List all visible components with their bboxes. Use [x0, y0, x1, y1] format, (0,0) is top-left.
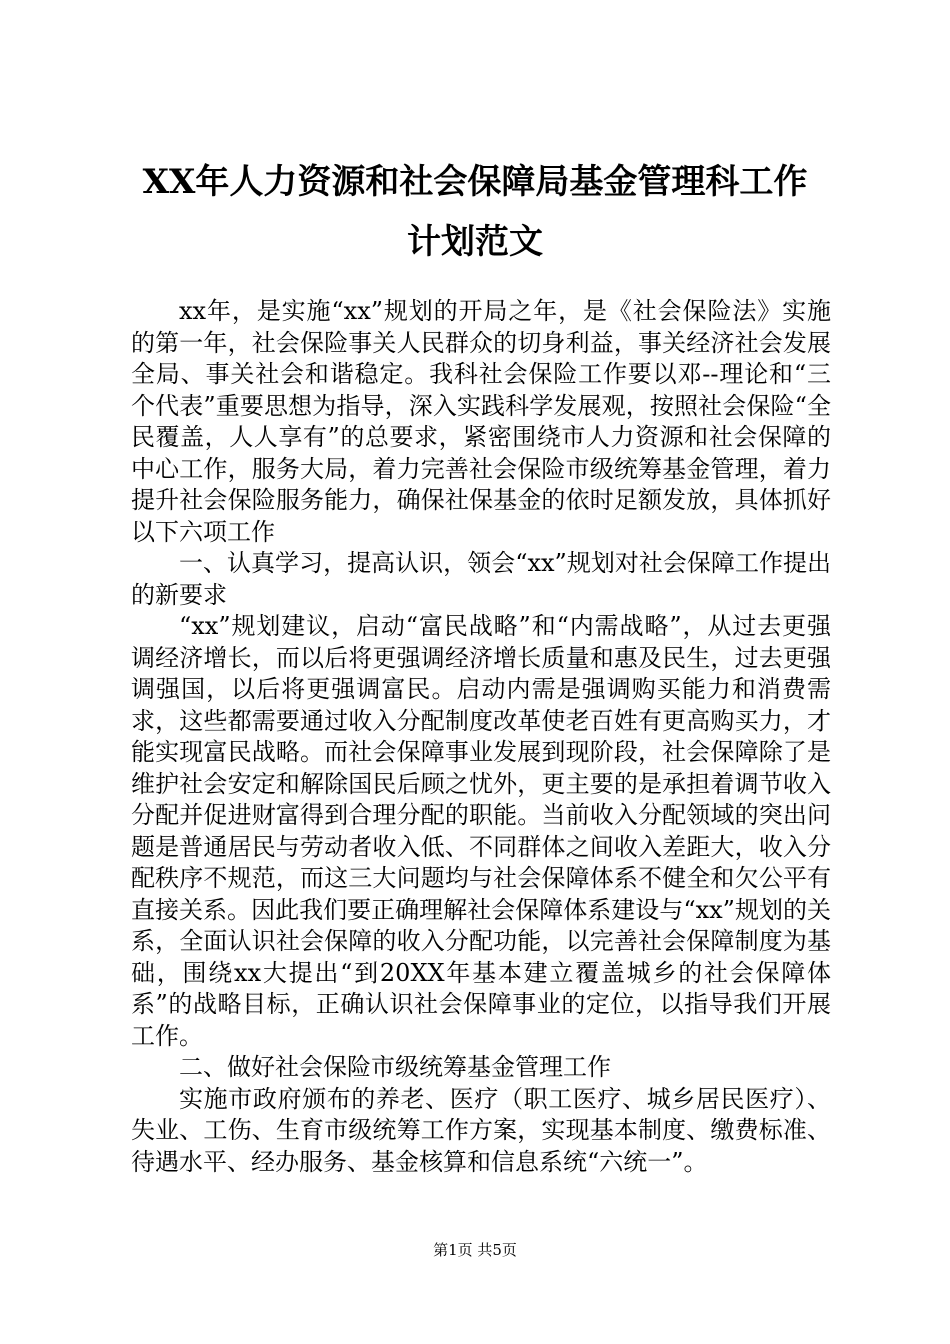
- paragraph-section-2: 实施市政府颁布的养老、医疗（职工医疗、城乡居民医疗）、失业、工伤、生育市级统筹工作方案，实现基本制度、缴费标准、待遇水平、经办服务、基金核算和信息系统“六统一”。: [131, 1084, 831, 1176]
- document-title-line2: 计划范文: [407, 222, 543, 262]
- paragraph-intro: xx年，是实施“xx”规划的开局之年，是《社会保险法》实施的第一年，社会保险事关人民群众的切身利益，事关经济社会发展全局、事关社会和谐稳定。我科社会保险工作要以邓--理论和“三个代表”重要思想为指导，深入实践科学发展观，按照社会保险“全民覆盖，人人享有”的总要求，紧密围绕市人力资源和社会保障的中心工作，服务大局，着力完善社会保险市级统筹基金管理，着力提升社会保险服务能力，确保社保基金的依时足额发放，具体抓好以下六项工作: [131, 297, 831, 546]
- section-heading-1: 一、认真学习，提高认识，领会“xx”规划对社会保障工作提出的新要求: [131, 549, 831, 609]
- section-heading-2: 二、做好社会保险市级统筹基金管理工作: [179, 1053, 611, 1081]
- document-body: [131, 296, 831, 1178]
- page-number-footer: 第1页 共5页: [433, 1241, 517, 1259]
- paragraph-section-1: “xx”规划建议，启动“富民战略”和“内需战略”，从过去更强调经济增长，而以后将更强调经济增长质量和惠及民生，过去更强调强国，以后将更强调富民。启动内需是强调购买能力和消费需求，这些都需要通过收入分配制度改革使老百姓有更高购买力，才能实现富民战略。而社会保障事业发展到现阶段，社会保障除了是维护社会安定和解除国民后顾之忧外，更主要的是承担着调节收入分配并促进财富得到合理分配的职能。当前收入分配领域的突出问题是普通居民与劳动者收入低、不同群体之间收入差距大，收入分配秩序不规范，而这三大问题均与社会保障体系不健全和欠公平有直接关系。因此我们要正确理解社会保障体系建设与“xx”规划的关系，全面认识社会保障的收入分配功能，以完善社会保障制度为基础，围绕xx大提出“到20XX年基本建立覆盖城乡的社会保障体系”的战略目标，正确认识社会保障事业的定位，以指导我们开展工作。: [131, 612, 831, 1050]
- document-title-line1: XX年人力资源和社会保障局基金管理科工作: [142, 162, 808, 202]
